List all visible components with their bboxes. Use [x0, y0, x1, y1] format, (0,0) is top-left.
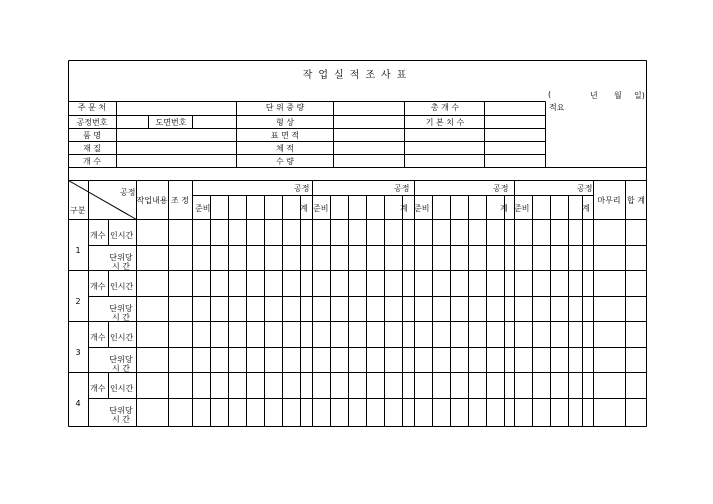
label-quantity: 개 수: [83, 157, 101, 166]
label-customer: 주 문 처: [77, 103, 107, 112]
row4-unit-time-label: 단위당: [109, 406, 133, 415]
label-total-count: 총 개 수: [430, 103, 460, 112]
form-title: 작업실적조사표: [302, 70, 413, 81]
total-label-2: 계: [400, 204, 408, 213]
header-grand-total: 합 계: [627, 196, 645, 205]
label-process-no: 공정번호: [76, 118, 108, 127]
total-label-3: 계: [500, 204, 508, 213]
row2-unit-time-label-2: 시 간: [112, 313, 130, 322]
prep-label-2: 준비: [313, 204, 329, 213]
prep-label-1: 준비: [195, 204, 211, 213]
process-label-1: 공정: [294, 184, 310, 193]
row2-person-time-label: 인시간: [110, 282, 134, 291]
label-amount: 수 량: [276, 157, 294, 166]
row-number-1: 1: [75, 246, 81, 255]
label-volume: 체 적: [276, 144, 294, 153]
process-label-4: 공정: [577, 184, 593, 193]
header-work-content: 작업내용: [136, 196, 168, 205]
label-drawing-no: 도면번호: [155, 118, 187, 127]
prep-label-4: 준비: [514, 204, 530, 213]
label-remarks: 적요: [549, 103, 565, 112]
row-number-4: 4: [75, 399, 81, 408]
row-number-2: 2: [75, 297, 81, 306]
header-adjust: 조 정: [171, 196, 189, 205]
date-month: 월: [614, 91, 622, 100]
process-label-3: 공정: [493, 184, 509, 193]
row3-unit-time-label-2: 시 간: [112, 364, 130, 373]
label-unit-weight: 단 위 중 량: [265, 103, 305, 112]
label-product-name: 품 명: [83, 131, 101, 140]
label-shape: 형 상: [276, 118, 294, 127]
row2-unit-time-label: 단위당: [109, 304, 133, 313]
label-basic-dimensions: 기 본 치 수: [425, 118, 465, 127]
total-label-4: 계: [582, 204, 590, 213]
row1-person-time-label: 인시간: [110, 231, 134, 240]
corner-category: 구분: [70, 206, 86, 215]
prep-label-3: 준비: [414, 204, 430, 213]
row3-count-label: 개수: [90, 333, 106, 342]
row1-unit-time-label-2: 시 간: [112, 262, 130, 271]
total-label-1: 계: [300, 204, 308, 213]
row1-count-label: 개수: [90, 231, 106, 240]
row3-person-time-label: 인시간: [110, 333, 134, 342]
work-performance-survey-form: [68, 60, 647, 427]
row-number-3: 3: [75, 348, 81, 357]
process-label-2: 공정: [394, 184, 410, 193]
date-year: 년: [590, 91, 598, 100]
form-grid-lines: [68, 60, 647, 427]
header-finish: 마무리: [597, 196, 621, 205]
row1-unit-time-label: 단위당: [109, 253, 133, 262]
row2-count-label: 개수: [90, 282, 106, 291]
row4-unit-time-label-2: 시 간: [112, 415, 130, 424]
date-open: (: [548, 90, 552, 99]
row4-person-time-label: 인시간: [110, 384, 134, 393]
label-surface-area: 표 면 적: [270, 131, 300, 140]
date-day: 일): [634, 91, 645, 100]
corner-process: 공정: [120, 188, 136, 197]
row4-count-label: 개수: [90, 384, 106, 393]
row3-unit-time-label: 단위당: [109, 355, 133, 364]
label-material: 재 질: [83, 144, 101, 153]
